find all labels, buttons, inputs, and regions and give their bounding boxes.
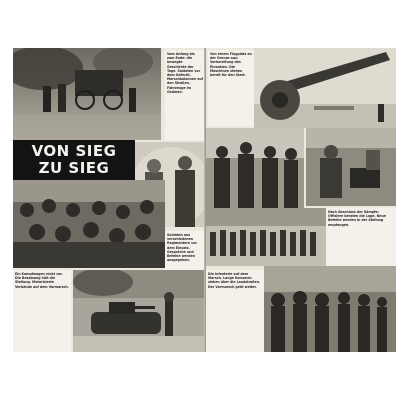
right-page xyxy=(206,48,396,352)
caption-box-4 xyxy=(208,50,254,126)
photo-soldiers-group xyxy=(13,180,165,268)
left-page xyxy=(13,48,206,352)
photo-soldiers-cart xyxy=(13,48,161,140)
photo-artillery-gun xyxy=(254,48,396,128)
photo-infantry-column xyxy=(264,266,396,352)
caption-text-4: Von einem Flugplatz an der Grenze aus: Vorbereitung des Einsatzes. Die Maschinen stehen bereit für den Start. xyxy=(210,52,252,78)
magazine-spread xyxy=(13,48,396,352)
caption-text-5: Nach Abschluss der Kämpfe: Offiziere beraten die Lage. Neue Befehle werden in der Stellung empfangen. xyxy=(328,210,386,227)
photo-marching-line xyxy=(206,208,326,266)
headline-line-2: ZU SIEG xyxy=(38,159,110,177)
caption-box-6 xyxy=(206,270,264,352)
photo-radio-operator xyxy=(306,128,396,206)
headline-line-1: VON SIEG xyxy=(31,142,117,160)
title-band xyxy=(13,140,135,180)
caption-text-3: Ein Kampfwagen rückt vor. Die Besatzung hält die Stellung. Motorisierte Verbände auf dem Vormarsch. xyxy=(15,272,69,289)
caption-box-3 xyxy=(13,270,71,352)
caption-text-6: Die Infanterie auf dem Marsch. Lange Kolonnen ziehen über die Landstraßen. Der Vormarsch geht weiter. xyxy=(208,272,261,289)
caption-box-1 xyxy=(165,50,205,140)
photo-tank xyxy=(73,270,206,352)
caption-box-5 xyxy=(326,208,396,266)
caption-text-1: Vom Anfang bis zum Ende: die bewegte Geschichte der Tage. Soldaten vor dem Gefecht, Marschkolonnen auf den Straßen, Fahrzeuge im Gelände. xyxy=(167,52,203,94)
caption-text-2: Soldaten aus verschiedenen Regimentern vor dem Einsatz. Gespräche und Befehle werden ausgegeben. xyxy=(167,233,197,263)
